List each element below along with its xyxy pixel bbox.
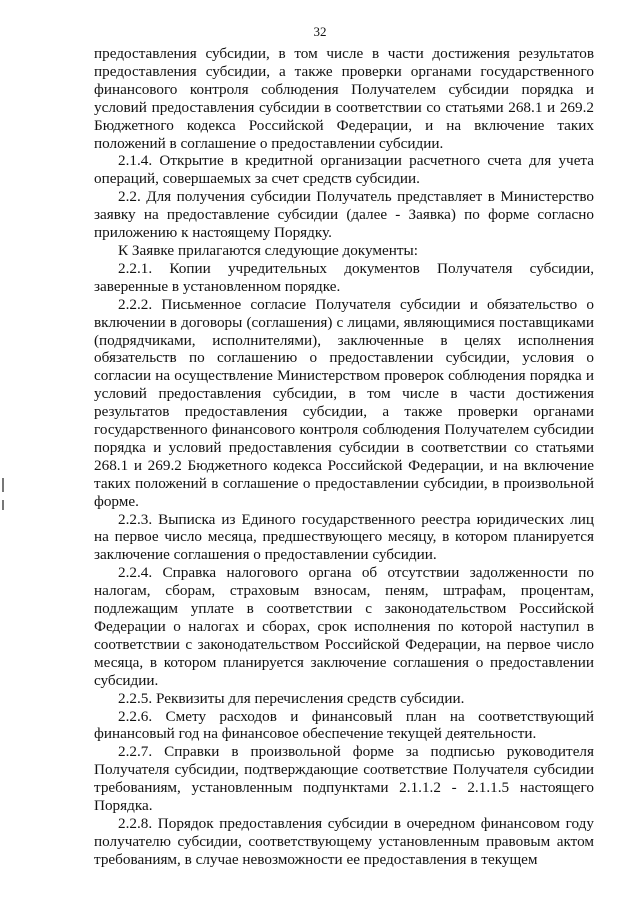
scan-margin-mark [2,500,4,510]
paragraph-2-2-6: 2.2.6. Смету расходов и финансовый план на соответствующий финансовый год на финансовое обеспечение текущей деятельности. [94,707,594,743]
paragraph-2-2: 2.2. Для получения субсидии Получатель представляет в Министерство заявку на предоставление субсидии (далее - Заявка) по форме согласно приложению к настоящему Порядку. [94,188,594,242]
paragraph-2-1-4: 2.1.4. Открытие в кредитной организации расчетного счета для учета операций, совершаемых за счет средств субсидии. [94,152,594,188]
paragraph-2-2-1: 2.2.1. Копии учредительных документов Получателя субсидии, заверенные в установленном порядке. [94,259,594,295]
paragraph-2-2-7: 2.2.7. Справки в произвольной форме за подписью руководителя Получателя субсидии, подтверждающие соответствие Получателя субсидии требованиям, установленным подпунктами 2.1.1.2 - 2.1.1.5 настоящего Порядка. [94,743,594,815]
paragraph-attachments-intro: К Заявке прилагаются следующие документы: [118,241,418,259]
paragraph-2-2-5: 2.2.5. Реквизиты для перечисления средств субсидии. [118,689,465,707]
scan-margin-mark [2,478,4,492]
paragraph-2-2-8: 2.2.8. Порядок предоставления субсидии в очередном финансовом году получателю субсидии, соответствующему установленным правовым актом требованиям, в случае невозможности ее предоставления в текущем [94,814,594,868]
paragraph-continuation: предоставления субсидии, в том числе в части достижения результатов предоставления субсидии, а также проверки органами государственного финансового контроля соблюдения Получателем субсидии порядка и условий предоставления субсидии в соответствии со статьями 268.1 и 269.2 Бюджетного кодекса Российской Федерации, и на включение таких положений в соглашение о предоставлении субсидии. [94,45,594,152]
paragraph-2-2-3: 2.2.3. Выписка из Единого государственного реестра юридических лиц на первое число месяца, предшествующего месяцу, в котором планируется заключение соглашения о предоставлении субсидии. [94,510,594,564]
paragraph-2-2-2: 2.2.2. Письменное согласие Получателя субсидии и обязательство о включении в договоры (соглашения) с лицами, являющимися поставщиками (подрядчиками, исполнителями), заключенные в целях исполнения обязательств по соглашению о предоставлении субсидии, условия о согласии на осуществление Министерством проверок соблюдения порядка и условий предоставления субсидии, в том числе в части достижения результатов предоставления субсидии, а также проверки органами государственного финансового контроля соблюдения Получателем субсидии порядка и условий предоставления субсидии в соответствии со статьями 268.1 и 269.2 Бюджетного кодекса Российской Федерации, и на включение таких положений в соглашение о предоставлении субсидии, в произвольной форме. [94,295,594,510]
page-number: 32 [313,24,327,39]
paragraph-2-2-4: 2.2.4. Справка налогового органа об отсутствии задолженности по налогам, сборам, страховым взносам, пеням, штрафам, процентам, подлежащим уплате в соответствии с законодательством Российской Федерации о налогах и сборах, срок исполнения по которой наступил в соответствии с законодательством Российской Федерации, на первое число месяца, в котором планируется заключение соглашения о предоставлении субсидии. [94,564,594,689]
document-body [94,45,594,869]
